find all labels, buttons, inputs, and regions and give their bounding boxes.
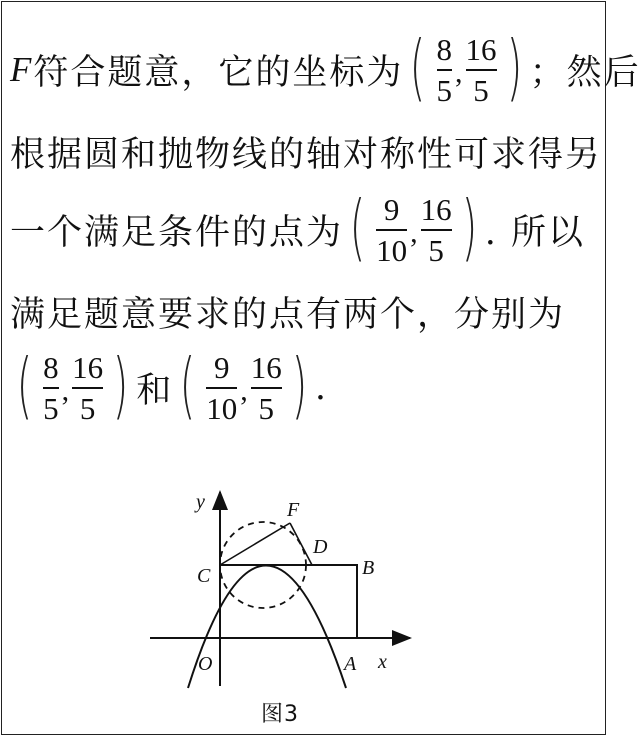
line-2-text: 根据圆和抛物线的轴对称性可求得另 [10,135,603,175]
text-line-1 [10,25,641,110]
segment-fd [290,523,312,565]
right-paren: ) [291,343,309,427]
denominator: 5 [421,229,452,266]
numerator: 9 [214,350,230,385]
text-line-5 [10,343,329,428]
denominator: 5 [251,387,282,424]
label-x: x [378,651,387,673]
coordinate-separator: , [240,374,248,407]
numerator: 8 [43,350,59,385]
label-b: B [362,557,375,579]
line-5-period: . [314,368,329,408]
numerator: 8 [436,32,452,67]
label-y: y [196,491,205,513]
text-line-3 [10,185,585,270]
coordinate-separator: , [61,374,70,407]
denominator: 5 [466,69,497,106]
figure-caption: 图3 [261,702,299,727]
text-line-4 [10,272,565,352]
fraction-y [248,352,285,424]
coordinate-answer-2 [173,343,315,428]
label-d: D [313,536,328,558]
right-paren: ) [506,25,523,109]
label-f: F [287,499,300,521]
segment-cf [220,523,290,565]
numerator: 16 [250,350,282,385]
point-f-variable: F [10,50,34,89]
numerator: 16 [72,350,104,385]
figure-svg [140,488,430,693]
fraction-x [434,34,456,106]
denominator: 5 [43,387,59,424]
label-o: O [198,653,213,675]
numerator: 16 [465,32,497,67]
coordinate-answer-1 [10,343,136,428]
line-1-text-b: ；然后 [529,53,641,93]
geometry-figure [140,488,430,693]
line-3-text-a: 一个满足条件的点为 [10,213,344,253]
denominator: 10 [206,387,237,424]
fraction-x [40,352,62,424]
label-c: C [197,565,211,587]
fraction-y [69,352,106,424]
line-1-text-a: 符合题意，它的坐标为 [33,53,404,93]
fraction-x [373,194,410,266]
label-a: A [344,653,357,675]
line-3-text-b: . 所以 [484,213,585,253]
conjunction-and: 和 [136,371,174,411]
fraction-y [463,34,500,106]
text-line-2 [10,112,602,192]
denominator: 5 [72,387,103,424]
numerator: 16 [420,192,452,227]
left-paren: ( [349,185,367,269]
right-paren: ) [112,343,130,427]
left-paren: ( [410,25,427,109]
coordinate-second-point [343,185,485,270]
fraction-y [418,194,455,266]
fraction-x [203,352,240,424]
numerator: 9 [383,192,400,227]
left-paren: ( [16,343,34,427]
denominator: 10 [376,229,407,266]
coordinate-separator: , [455,56,463,89]
denominator: 5 [437,69,453,106]
line-4-text: 满足题意要求的点有两个，分别为 [10,295,566,335]
coordinate-separator: , [410,216,418,249]
left-paren: ( [179,343,197,427]
right-paren: ) [461,185,478,269]
coordinate-f [403,25,529,110]
